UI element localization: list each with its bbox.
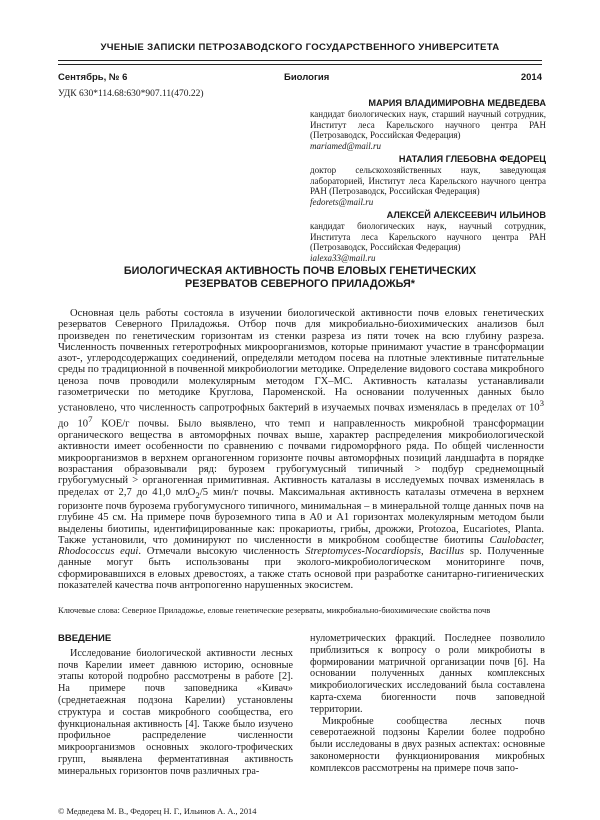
intro-left-column xyxy=(58,633,293,778)
exponent: 7 xyxy=(88,414,93,425)
header-rule-top xyxy=(58,60,542,61)
intro-right-column xyxy=(310,633,545,775)
article-title xyxy=(60,265,540,291)
author-entry xyxy=(310,98,546,151)
copyright-footnote: © Медведева М. В., Федорец Н. Г., Ильинов А. А., 2014 xyxy=(58,807,257,816)
body-paragraph: нулометрических фракций. Последнее позволило приблизиться к вопросу о роли микробиоты в формировании матричной организации почв [6]. На основании полученных данных комплексных микробиологических исследований была составлена карта-схема биогенности почв заповедной территории. xyxy=(310,633,545,715)
abstract-text: КОЕ/г почвы. Было выявлено, что темп и направленность микробной трансформации органического вещества в автоморфных почвах выше, характер распределения микробиологической активности имеет особенности по сравнению с почвами гидроморфного ряда. По общей численности микроорганизмов в верхнем органогенном горизонте почвы автоморфных позиций ландшафта в порядке возрастания образовывали ряд: бурозем грубогумусный типичный > подбур среднемощный грубогумусный > органогенная примитивная. Активность каталазы в исследуемых почвах изменялась в пределах от 2,7 до 41,0 млО xyxy=(58,418,544,498)
abstract-text: /5 мин/г почвы. Максимальная активность каталазы отмечена в верхнем горизонте почв бурозема грубогумусного типичного, минимальная – в минеральной толще данных почв на глубине 45 см. На примере почв буроземного типа в А0 и А1 горизонтах молекулярным методом были выделены биотипы, идентифицированные как: прокариоты, грибы, дрожжи, Protozoa, Eucariotes, Planta. Также установили, что доминируют по численности в микробном сообществе биотипы xyxy=(58,486,544,546)
udk-code: УДК 630*114.68:630*907.11(470.22) xyxy=(58,89,204,99)
issue-year: 2014 xyxy=(520,72,542,83)
body-paragraph: Исследование биологической активности лесных почв Карелии имеет давнюю историю, основные этапы которой подробно рассмотрены в работе [2]. На примере почв заповедника «Кивач» (среднетаежная подзона Карелии) установлены структура и состав микробного сообщества, его функциональная активность [4]. Также было изучено профильное распределение численности микроорганизмов основных эколого-трофических групп, выявлена ферментативная активность минеральных горизонтов почв различных гра- xyxy=(58,647,293,777)
keywords: Ключевые слова: Северное Приладожье, еловые генетические резерваты, микробиально-биохимические свойства почв xyxy=(58,605,491,615)
author-affiliation: кандидат биологических наук, старший научный сотрудник, Институт леса Карельского научного центра РАН (Петрозаводск, Российская Федерация) xyxy=(310,109,546,141)
journal-title: УЧЕНЫЕ ЗАПИСКИ ПЕТРОЗАВОДСКОГО ГОСУДАРСТВЕННОГО УНИВЕРСИТЕТА xyxy=(100,42,500,53)
abstract-text: sp. Полученные данные могут быть использованы при эколого-микробиологическом мониторинге почв, сформировавшихся в еловых древостоях, а также стать основой при разработке санитарно-гигиенических показателей качества почв антропогенно нарушенных экосистем. xyxy=(58,546,544,591)
species-names: Streptomyces-Nocardiopsis, Bacillus xyxy=(305,546,465,558)
body-paragraph: Микробные сообщества лесных почв северотаежной подзоны Карелии более подробно были исследованы в двух разных аспектах: основные закономерности функционирования микробных комплексов рассмотрены на примере почв запо- xyxy=(310,715,545,774)
author-email[interactable]: ialexa33@mail.ru xyxy=(310,252,376,263)
article-title-line: РЕЗЕРВАТОВ СЕВЕРНОГО ПРИЛАДОЖЬЯ* xyxy=(185,278,415,290)
species-names: Caulobacter, Rhodococcus equi xyxy=(58,534,544,558)
header-rule-bottom xyxy=(58,64,542,65)
author-entry xyxy=(310,210,546,263)
abstract xyxy=(58,308,544,591)
exponent: 3 xyxy=(539,398,544,409)
article-title-line: БИОЛОГИЧЕСКАЯ АКТИВНОСТЬ ПОЧВ ЕЛОВЫХ ГЕНЕТИЧЕСКИХ xyxy=(123,265,477,277)
author-block xyxy=(310,98,546,266)
author-name: МАРИЯ ВЛАДИМИРОВНА МЕДВЕДЕВА xyxy=(368,98,546,108)
author-affiliation: кандидат биологических наук, научный сотрудник, Института леса Карельского научного центра РАН (Петрозаводск, Российская Федерация) xyxy=(310,221,546,253)
author-name: НАТАЛИЯ ГЛЕБОВНА ФЕДОРЕЦ xyxy=(398,154,546,165)
author-email[interactable]: mariamed@mail.ru xyxy=(310,140,382,151)
abstract-text: до 10 xyxy=(58,418,89,430)
author-affiliation: доктор сельскохозяйственных наук, заведующая лабораторией, Институт леса Карельского научного центра РАН (Петрозаводск, Российская Федерация) xyxy=(310,165,546,197)
author-name: АЛЕКСЕЙ АЛЕКСЕЕВИЧ ИЛЬИНОВ xyxy=(386,210,546,221)
abstract-text: Основная цель работы состояла в изучении биологической активности почв еловых генетических резерватов Северного Приладожья. Отбор почв для микробиально-биохимических анализов был произведен по генетическим горизонтам из стенки разреза из пяти точек на всю глубину разреза. Численность почвенных гетеротрофных микроорганизмов, которые принимают участие в трансформации азот-, углеродсодержащих соединений, определяли методом посева на плотные элективные питательные среды по традиционной в почвенной микробиологии методике. Определение видового состава микробного ценоза почв проводили молекулярным методом ГХ–МС. Активность каталазы устанавливали газометрически по методике Круглова, Пароменской. На основании полученных данных было установлено, что численность сапротрофных бактерий в изучаемых почвах изменялась в пределах от 10 xyxy=(58,308,544,414)
section-name: Биология xyxy=(284,72,330,83)
section-heading: ВВЕДЕНИЕ xyxy=(58,633,112,644)
issue-meta xyxy=(58,72,542,86)
author-email[interactable]: fedorets@mail.ru xyxy=(310,196,374,207)
author-entry xyxy=(310,154,546,207)
abstract-text: . Отмечали высокую численность xyxy=(138,546,306,558)
subscript: 2 xyxy=(195,489,200,500)
issue-number: Сентябрь, № 6 xyxy=(58,72,128,83)
